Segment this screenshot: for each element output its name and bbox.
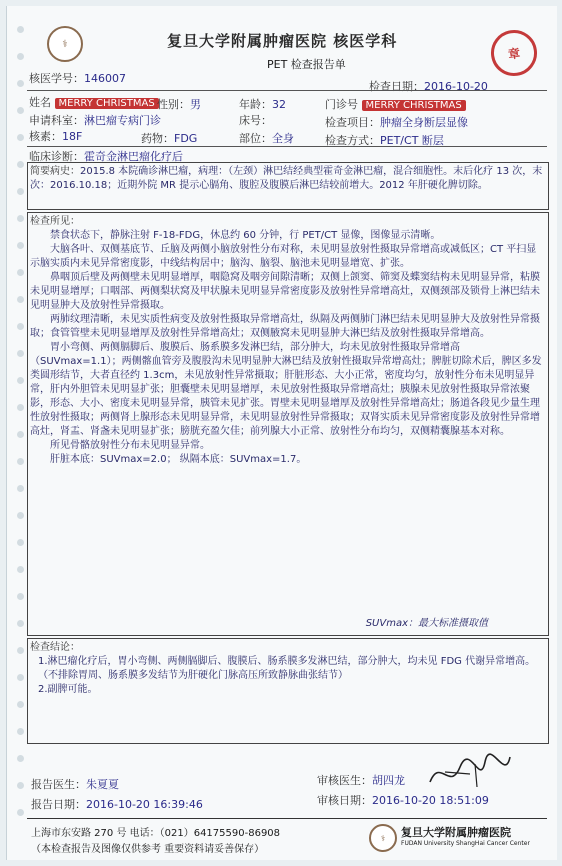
- findings-paragraph: 大脑各叶、双侧基底节、丘脑及两侧小脑放射性分布对称，未见明显放射性摄取异常增高或减低区；CT 平扫显示脑实质内未见异常密度影，中线结构居中；脑沟、脑裂、脑池未见明显增宽、扩张。: [30, 244, 537, 269]
- review-date: 审核日期：2016-10-20 18:51:09: [317, 794, 489, 807]
- footer-divider: [27, 818, 547, 819]
- report-sheet: [6, 6, 557, 860]
- footer-address: 上海市东安路 270 号 电话：（021）64175590-86908: [31, 828, 281, 839]
- apply-dept: 申请科室：淋巴瘤专病门诊: [29, 114, 161, 127]
- clinical-diagnosis: 临床诊断：霍奇金淋巴瘤化疗后: [29, 150, 183, 163]
- footer-brand-en: FUDAN University ShangHai Cancer Center: [401, 840, 530, 847]
- clinic-number: 门诊号 MERRY CHRISTMAS: [325, 96, 466, 112]
- exam-date: 检查日期：2016-10-20: [369, 80, 488, 93]
- nuclide: 核素：18F: [29, 130, 83, 143]
- hospital-logo-icon: ⚕: [47, 26, 83, 62]
- findings-paragraph: 禁食状态下，静脉注射 F-18-FDG，休息约 60 分钟，行 PET/CT 显像，图像显示清晰。: [50, 230, 441, 241]
- suv-note: SUVmax：最大标准摄取值: [365, 618, 488, 629]
- findings-paragraph: 两肺纹理清晰，未见实质性病变及放射性摄取异常增高灶，纵隔及两侧肺门淋巴结未见明显肿大及放射性异常摄取；食管管壁未见明显增厚及放射性异常增高灶；双侧腋窝未见明显肿大淋巴结及放射性摄取异常增高。: [30, 314, 540, 339]
- header-divider: [27, 90, 547, 91]
- drug: 药物：FDG: [141, 132, 198, 145]
- binder-holes: [17, 26, 27, 846]
- body-part: 部位：全身: [239, 132, 294, 145]
- patient-gender: 性别：男: [157, 98, 201, 111]
- report-date: 报告日期：2016-10-20 16:39:46: [31, 798, 203, 811]
- bed-number: 床号：: [239, 114, 272, 127]
- footer-brand: 复旦大学附属肿瘤医院: [401, 826, 511, 839]
- report-header: [47, 16, 547, 74]
- findings-paragraph: 肝脏本底：SUVmax=2.0； 纵隔本底：SUVmax=1.7。: [50, 454, 307, 465]
- conclusion-box: [27, 638, 549, 744]
- conclusion-label: 检查结论：: [30, 642, 80, 653]
- findings-paragraph: 所见骨骼放射性分布未见明显异常。: [50, 440, 210, 451]
- patient-age: 年龄：32: [239, 98, 286, 111]
- info-divider: [27, 146, 547, 147]
- patient-name: 姓名 MERRY CHRISTMAS: [29, 94, 159, 110]
- conclusion-item: 2.副脾可能。: [38, 684, 98, 695]
- reviewer: 审核医生：胡四龙: [317, 774, 405, 787]
- hospital-title: 复旦大学附属肿瘤医院 核医学科: [167, 32, 398, 50]
- reporter: 报告医生：朱夏夏: [31, 778, 119, 791]
- findings-paragraph: 鼻咽顶后壁及两侧壁未见明显增厚，咽隐窝及咽旁间隙清晰；双侧上颌窦、筛窦及蝶窦结构未见明显异常，粘膜未见明显增厚；口咽部、两侧梨状窝及甲状腺未见明显异常密度影及放射性异常增高灶，双侧颈部及锁骨上淋巴结未见明显肿大及放射性异常摄取。: [30, 272, 540, 311]
- footer-logo-icon: ⚕: [369, 824, 397, 852]
- history-text: 2015.8 本院确诊淋巴瘤，病理：（左颈）淋巴结经典型霍奇金淋巴瘤，混合细胞性。末后化疗 13 次，末次：2016.10.18；近期外院 MR 提示心膈角、腹腔及腹膜后淋巴结较前增大。2012 年肝硬化脾切除。: [30, 166, 543, 191]
- findings-box: [27, 212, 549, 636]
- name-sticker: MERRY CHRISTMAS: [55, 98, 159, 109]
- findings-paragraph: 胃小弯侧、两侧膈脚后、腹膜后、肠系膜多发淋巴结，部分肿大，均未见放射性摄取异常增高（SUVmax=1.1）；两侧髂血管旁及腹股沟未见明显肿大淋巴结及放射性摄取异常增高灶；脾脏切除术后，脾区多发类圆形结节，大者直径约 1.3cm，未见放射性异常摄取；肝脏形态、大小正常，密度均匀，放射性分布未见明显异常，肝内外胆管未见明显扩张；胆囊壁未见明显增厚，未见放射性摄取异常增高灶；胰腺未见放射性摄取异常浓聚影，形态、大小、密度未见明显异常，胰管未见扩张。胃壁未见明显增厚及放射性异常增高灶；肠道各段见少量生理性放射性摄取；两侧肾上腺形态未见明显异常，未见明显放射性异常摄取；双肾实质未见异常密度影及放射性异常增高灶，肾盂、肾盏未见明显扩张；膀胱充盈欠佳；前列腺大小正常、放射性分布均匀，双侧精囊腺基本对称。: [30, 342, 542, 437]
- findings-label: 检查所见：: [30, 216, 80, 227]
- conclusion-item: 1.淋巴瘤化疗后，胃小弯侧、两侧膈脚后、腹膜后、肠系膜多发淋巴结，部分肿大，均未见 FDG 代谢异常增高。（不排除胃周、肠系膜多发结节为肝硬化门脉高压所致静脉曲张结节）: [38, 656, 536, 681]
- patient-id: 核医学号：146007: [29, 72, 126, 85]
- exam-item: 检查项目：肿瘤全身断层显像: [325, 116, 468, 129]
- report-subtitle: PET 检查报告单: [267, 58, 346, 71]
- clinic-sticker: MERRY CHRISTMAS: [362, 100, 466, 111]
- handwritten-signature-icon: [425, 752, 515, 792]
- history-box: 简要病史：2015.8 本院确诊淋巴瘤，病理：（左颈）淋巴结经典型霍奇金淋巴瘤，混合细胞性。末后化疗 13 次，末次：2016.10.18；近期外院 MR 提示心膈角、腹腔及腹膜后淋巴结较前增大。2012 年肝硬化脾切除。: [27, 162, 549, 210]
- footer-note: （本检查报告及图像仅供参考 重要资料请妥善保存）: [31, 844, 265, 855]
- exam-method: 检查方式：PET/CT 断层: [325, 134, 444, 147]
- red-stamp-icon: 章: [488, 27, 540, 79]
